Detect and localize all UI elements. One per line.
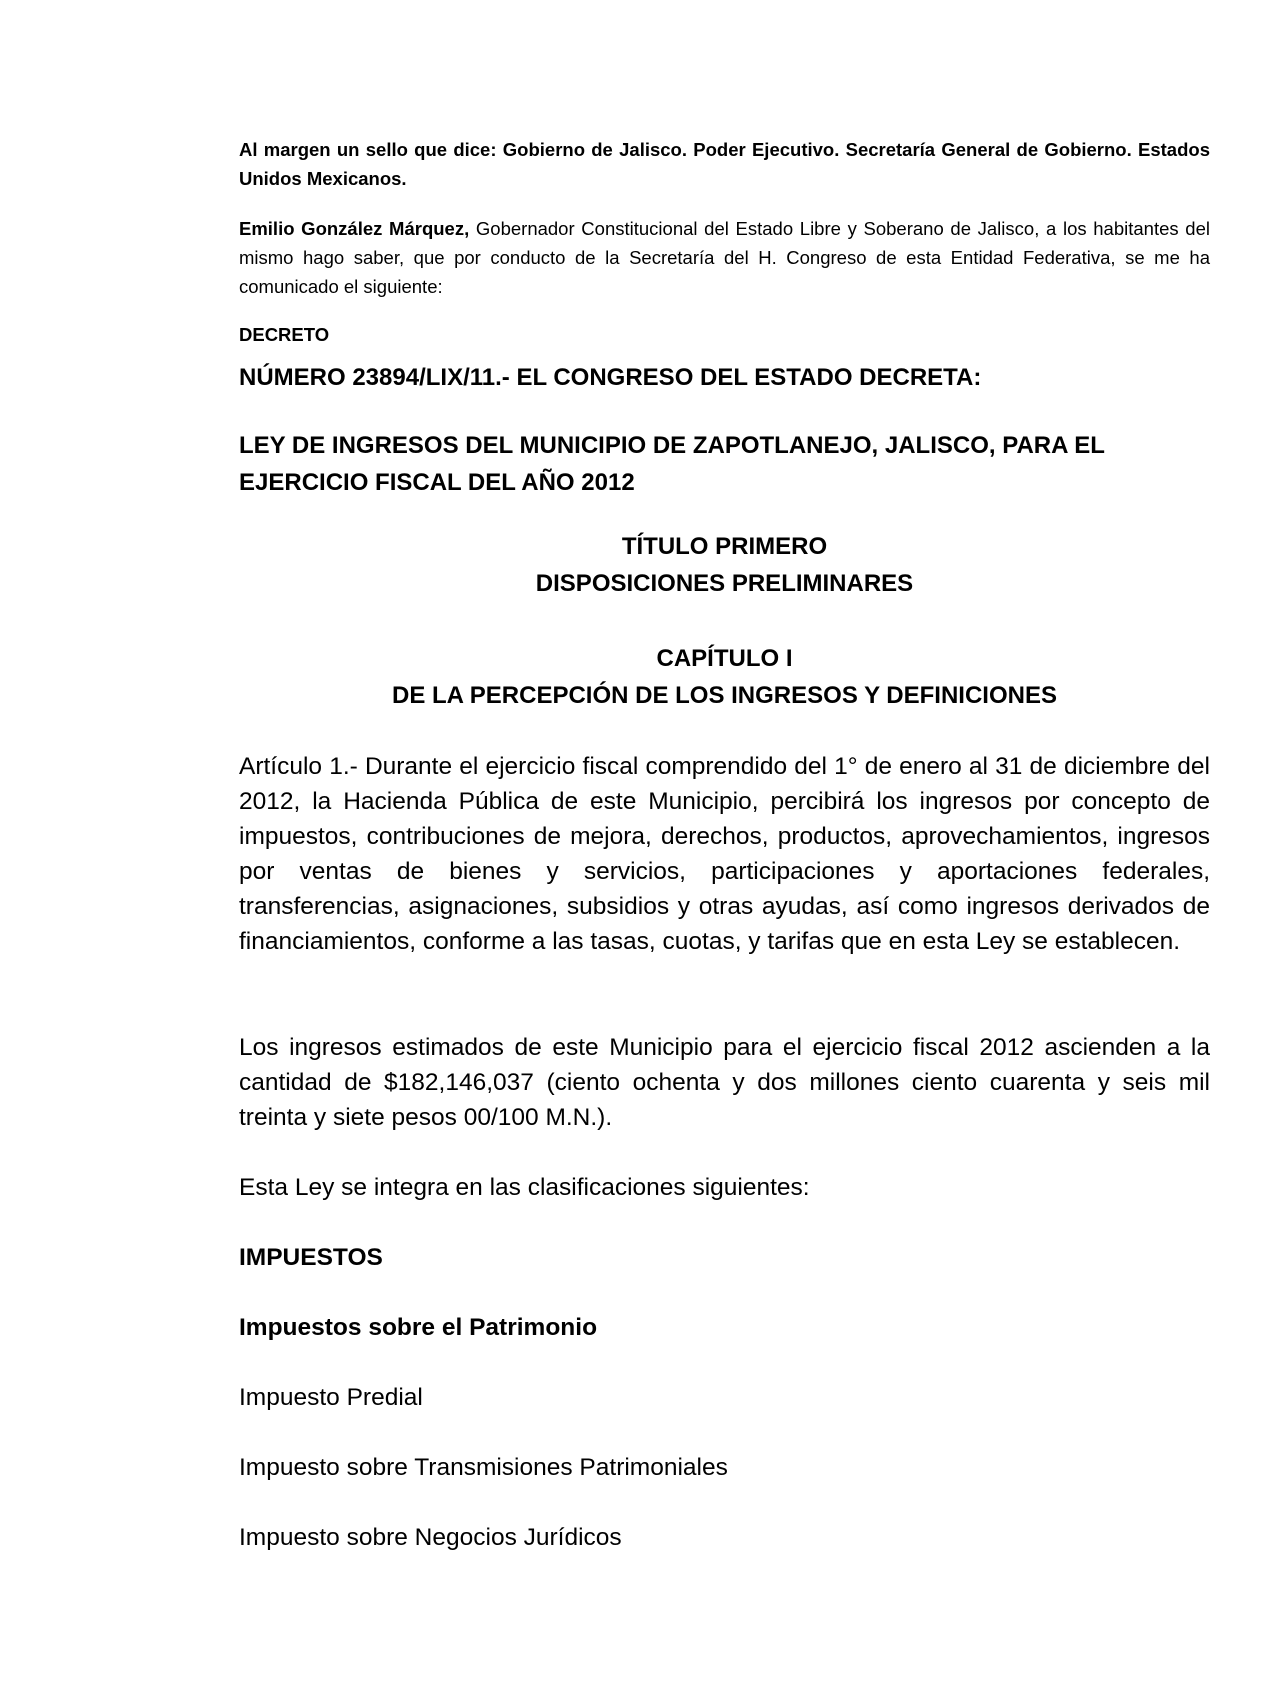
law-title: LEY DE INGRESOS DEL MUNICIPIO DE ZAPOTLANEJO, JALISCO, PARA EL EJERCICIO FISCAL DEL AÑO 2012 bbox=[239, 432, 1105, 496]
impuestos-heading: IMPUESTOS bbox=[239, 1244, 383, 1271]
list-item: Impuesto sobre Transmisiones Patrimoniales bbox=[239, 1454, 728, 1481]
articulo-1: Artículo 1.- Durante el ejercicio fiscal comprendido del 1° de enero al 31 de diciembre del 2012, la Hacienda Pública de este Municipio, percibirá los ingresos por concepto de impuestos, contribuciones de mejora, derechos, productos, aprovechamientos, ingresos por ventas de bienes y servicios, participaciones y aportaciones federales, transferencias, asignaciones, subsidios y otras ayudas, así como ingresos derivados de financiamientos, conforme a las tasas, cuotas, y tarifas que en esta Ley se establecen. bbox=[239, 753, 1210, 955]
patrimonio-heading: Impuestos sobre el Patrimonio bbox=[239, 1314, 598, 1341]
intro-paragraph bbox=[239, 214, 1210, 301]
margin-note: Al margen un sello que dice: Gobierno de Jalisco. Poder Ejecutivo. Secretaría General de Gobierno. Estados Unidos Mexicanos. bbox=[239, 139, 1210, 189]
list-item: Impuesto Predial bbox=[239, 1384, 423, 1411]
decreto-number: NÚMERO 23894/LIX/11.- EL CONGRESO DEL ESTADO DECRETA: bbox=[239, 364, 982, 391]
capitulo-line-1: CAPÍTULO I bbox=[656, 645, 793, 672]
clasificaciones-intro: Esta Ley se integra en las clasificaciones siguientes: bbox=[239, 1174, 810, 1201]
list-item: Impuesto sobre Negocios Jurídicos bbox=[239, 1524, 622, 1551]
capitulo-line-2: DE LA PERCEPCIÓN DE LOS INGRESOS Y DEFINICIONES bbox=[391, 682, 1057, 709]
decreto-label: DECRETO bbox=[239, 324, 330, 345]
ingresos-estimados: Los ingresos estimados de este Municipio para el ejercicio fiscal 2012 ascienden a la cantidad de $182,146,037 (ciento ochenta y dos millones ciento cuarenta y seis mil treinta y siete pesos 00/100 M.N.). bbox=[239, 1034, 1210, 1131]
intro-text: Gobernador Constitucional del Estado Libre y Soberano de Jalisco, a los habitantes del mismo hago saber, que por conducto de la Secretaría del H. Congreso de esta Entidad Federativa, se me ha comunicado el siguiente: bbox=[239, 218, 1210, 297]
titulo-heading bbox=[239, 528, 1210, 602]
titulo-line-1: TÍTULO PRIMERO bbox=[621, 533, 828, 560]
capitulo-heading bbox=[239, 640, 1210, 714]
governor-name: Emilio González Márquez, bbox=[239, 218, 470, 239]
titulo-line-2: DISPOSICIONES PRELIMINARES bbox=[535, 570, 914, 597]
